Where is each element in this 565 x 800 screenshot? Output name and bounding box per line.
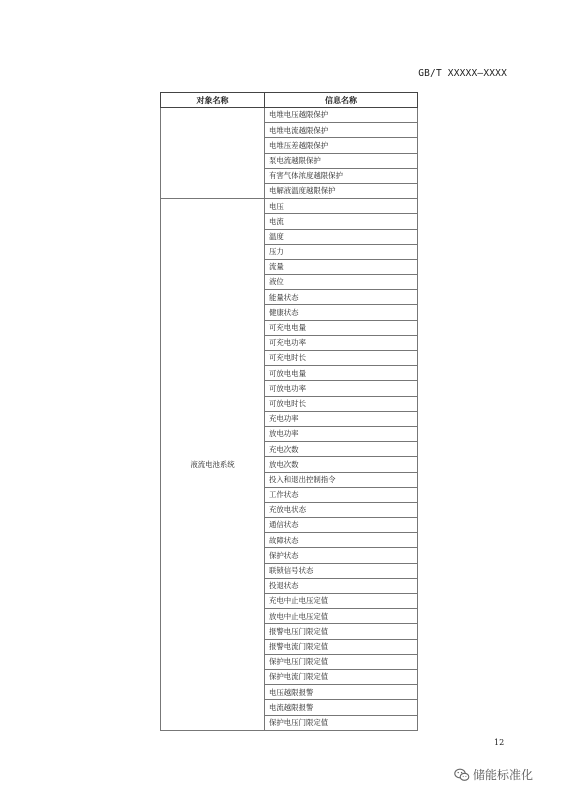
info-name-cell: 故障状态: [265, 533, 418, 548]
info-name-cell: 充电次数: [265, 442, 418, 457]
info-name-cell: 泵电流越限保护: [265, 153, 418, 168]
info-name-cell: 联锁信号状态: [265, 563, 418, 578]
info-name-cell: 保护电压门限定值: [265, 654, 418, 669]
info-name-cell: 报警电流门限定值: [265, 639, 418, 654]
object-name-cell: [161, 108, 265, 199]
info-name-cell: 电堆电压越限保护: [265, 108, 418, 123]
info-name-cell: 放电中止电压定值: [265, 609, 418, 624]
info-name-cell: 温度: [265, 229, 418, 244]
info-name-cell: 电流越限报警: [265, 700, 418, 715]
header-info-name: 信息名称: [265, 93, 418, 108]
info-name-cell: 可放电功率: [265, 381, 418, 396]
info-name-cell: 保护电压门限定值: [265, 715, 418, 730]
info-name-cell: 电堆压差越限保护: [265, 138, 418, 153]
info-name-cell: 投入和退出控制指令: [265, 472, 418, 487]
document-code: GB/T XXXXX—XXXX: [418, 68, 507, 79]
table-body: [161, 108, 418, 731]
info-name-cell: 有害气体浓度越限保护: [265, 168, 418, 183]
object-name-cell: 液流电池系统: [161, 199, 265, 731]
page-number: 12: [494, 738, 505, 747]
info-name-cell: 流量: [265, 259, 418, 274]
watermark-text: 储能标准化: [473, 768, 534, 782]
info-name-cell: 能量状态: [265, 290, 418, 305]
table-header-row: [161, 93, 418, 108]
info-name-cell: 可充电电量: [265, 320, 418, 335]
info-table: [160, 92, 418, 731]
info-name-cell: 压力: [265, 244, 418, 259]
table-row: [161, 108, 418, 123]
info-name-cell: 可放电电量: [265, 366, 418, 381]
info-name-cell: 液位: [265, 275, 418, 290]
info-name-cell: 可放电时长: [265, 396, 418, 411]
info-name-cell: 保护状态: [265, 548, 418, 563]
info-name-cell: 电压: [265, 199, 418, 214]
info-name-cell: 电堆电流越限保护: [265, 123, 418, 138]
info-name-cell: 充放电状态: [265, 502, 418, 517]
info-name-cell: 报警电压门限定值: [265, 624, 418, 639]
info-name-cell: 投退状态: [265, 578, 418, 593]
info-name-cell: 电压越限报警: [265, 685, 418, 700]
info-name-cell: 电流: [265, 214, 418, 229]
info-name-cell: 放电功率: [265, 426, 418, 441]
info-name-cell: 保护电流门限定值: [265, 669, 418, 684]
info-name-cell: 电解液温度越限保护: [265, 183, 418, 198]
header-object-name: 对象名称: [161, 93, 265, 108]
info-name-cell: 工作状态: [265, 487, 418, 502]
info-name-cell: 可充电时长: [265, 351, 418, 366]
info-name-cell: 通信状态: [265, 518, 418, 533]
info-name-cell: 可充电功率: [265, 335, 418, 350]
watermark: [454, 766, 533, 783]
info-name-cell: 放电次数: [265, 457, 418, 472]
wechat-icon: [454, 768, 470, 782]
info-name-cell: 充电功率: [265, 411, 418, 426]
info-name-cell: 健康状态: [265, 305, 418, 320]
info-name-cell: 充电中止电压定值: [265, 594, 418, 609]
table-row: [161, 199, 418, 214]
